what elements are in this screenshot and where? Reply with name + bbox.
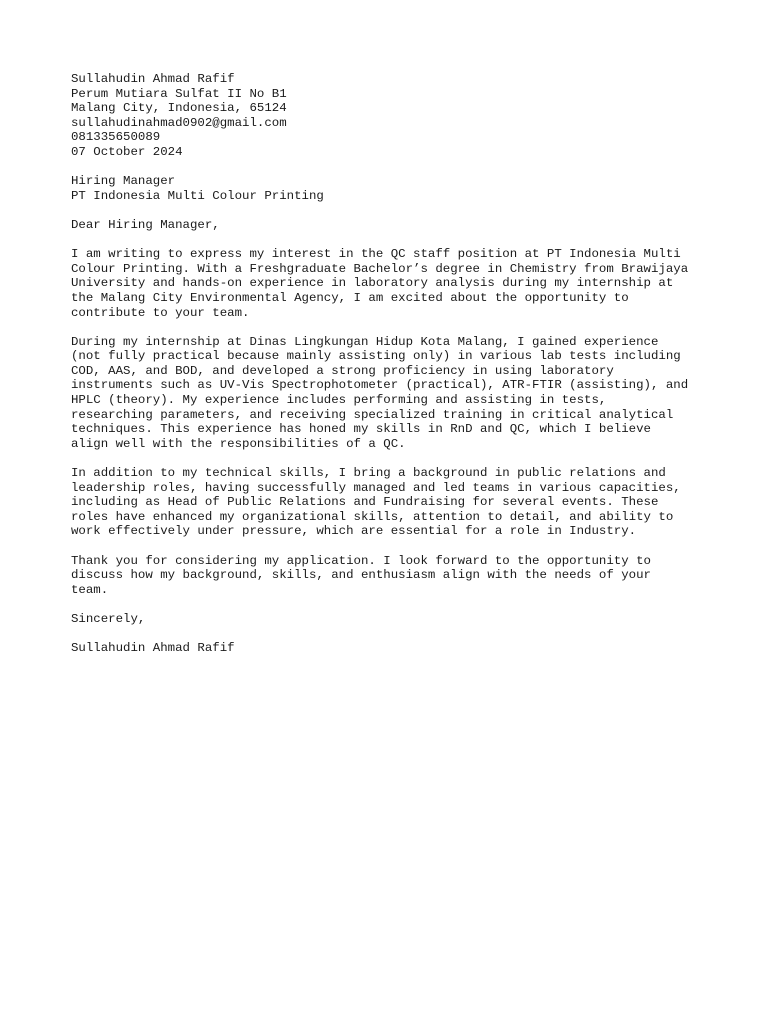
paragraph-line: COD, AAS, and BOD, and developed a strong proficiency in using laboratory	[71, 363, 614, 378]
paragraph-line: discuss how my background, skills, and enthusiasm align with the needs of your	[71, 568, 651, 583]
letter-date: 07 October 2024	[71, 144, 183, 159]
recipient-company: PT Indonesia Multi Colour Printing	[71, 188, 324, 203]
sender-address-line1: Perum Mutiara Sulfat II No B1	[71, 86, 287, 101]
paragraph-line: roles have enhanced my organizational skills, attention to detail, and ability to	[71, 509, 674, 524]
paragraph-line: Colour Printing. With a Freshgraduate Bachelor’s degree in Chemistry from Brawijaya	[71, 261, 689, 276]
paragraph-line: (not fully practical because mainly assisting only) in various lab tests including	[71, 349, 681, 364]
recipient-title: Hiring Manager	[71, 174, 176, 189]
paragraph-line: University and hands-on experience in laboratory analysis during my internship at	[71, 276, 674, 291]
paragraph-line: work effectively under pressure, which are essential for a role in Industry.	[71, 524, 637, 539]
cover-letter	[71, 72, 711, 670]
sender-name: Sullahudin Ahmad Rafif	[71, 72, 235, 86]
body-paragraph-2	[71, 335, 711, 452]
paragraph-line: researching parameters, and receiving specialized training in critical analytical	[71, 407, 674, 422]
sender-email: sullahudinahmad0902@gmail.com	[71, 115, 287, 130]
paragraph-line: During my internship at Dinas Lingkungan Hidup Kota Malang, I gained experience	[71, 334, 659, 349]
sender-phone: 081335650089	[71, 130, 161, 145]
sender-block	[71, 72, 711, 160]
closing-text: Sincerely,	[71, 611, 146, 626]
paragraph-line: instruments such as UV-Vis Spectrophotometer (practical), ATR-FTIR (assisting), and	[71, 378, 689, 393]
paragraph-line: I am writing to express my interest in the QC staff position at PT Indonesia Multi	[71, 247, 681, 262]
paragraph-line: HPLC (theory). My experience includes performing and assisting in tests,	[71, 393, 607, 408]
paragraph-line: team.	[71, 582, 109, 597]
signature-block	[71, 641, 711, 656]
body-paragraph-3	[71, 466, 711, 539]
body-paragraph-1	[71, 247, 711, 320]
paragraph-line: align well with the responsibilities of a QC.	[71, 436, 406, 451]
paragraph-line: the Malang City Environmental Agency, I am excited about the opportunity to	[71, 290, 629, 305]
closing	[71, 612, 711, 627]
paragraph-line: In addition to my technical skills, I bring a background in public relations and	[71, 466, 666, 481]
salutation-text: Dear Hiring Manager,	[71, 217, 220, 232]
salutation	[71, 218, 711, 233]
paragraph-line: techniques. This experience has honed my skills in RnD and QC, which I believe	[71, 422, 651, 437]
body-paragraph-4	[71, 554, 711, 598]
recipient-block	[71, 174, 711, 203]
paragraph-line: including as Head of Public Relations and Fundraising for several events. These	[71, 495, 659, 510]
paragraph-line: leadership roles, having successfully managed and led teams in various capacities,	[71, 480, 681, 495]
sender-address-line2: Malang City, Indonesia, 65124	[71, 101, 287, 116]
signature-name: Sullahudin Ahmad Rafif	[71, 641, 235, 656]
paragraph-line: contribute to your team.	[71, 305, 250, 320]
paragraph-line: Thank you for considering my application. I look forward to the opportunity to	[71, 553, 651, 568]
